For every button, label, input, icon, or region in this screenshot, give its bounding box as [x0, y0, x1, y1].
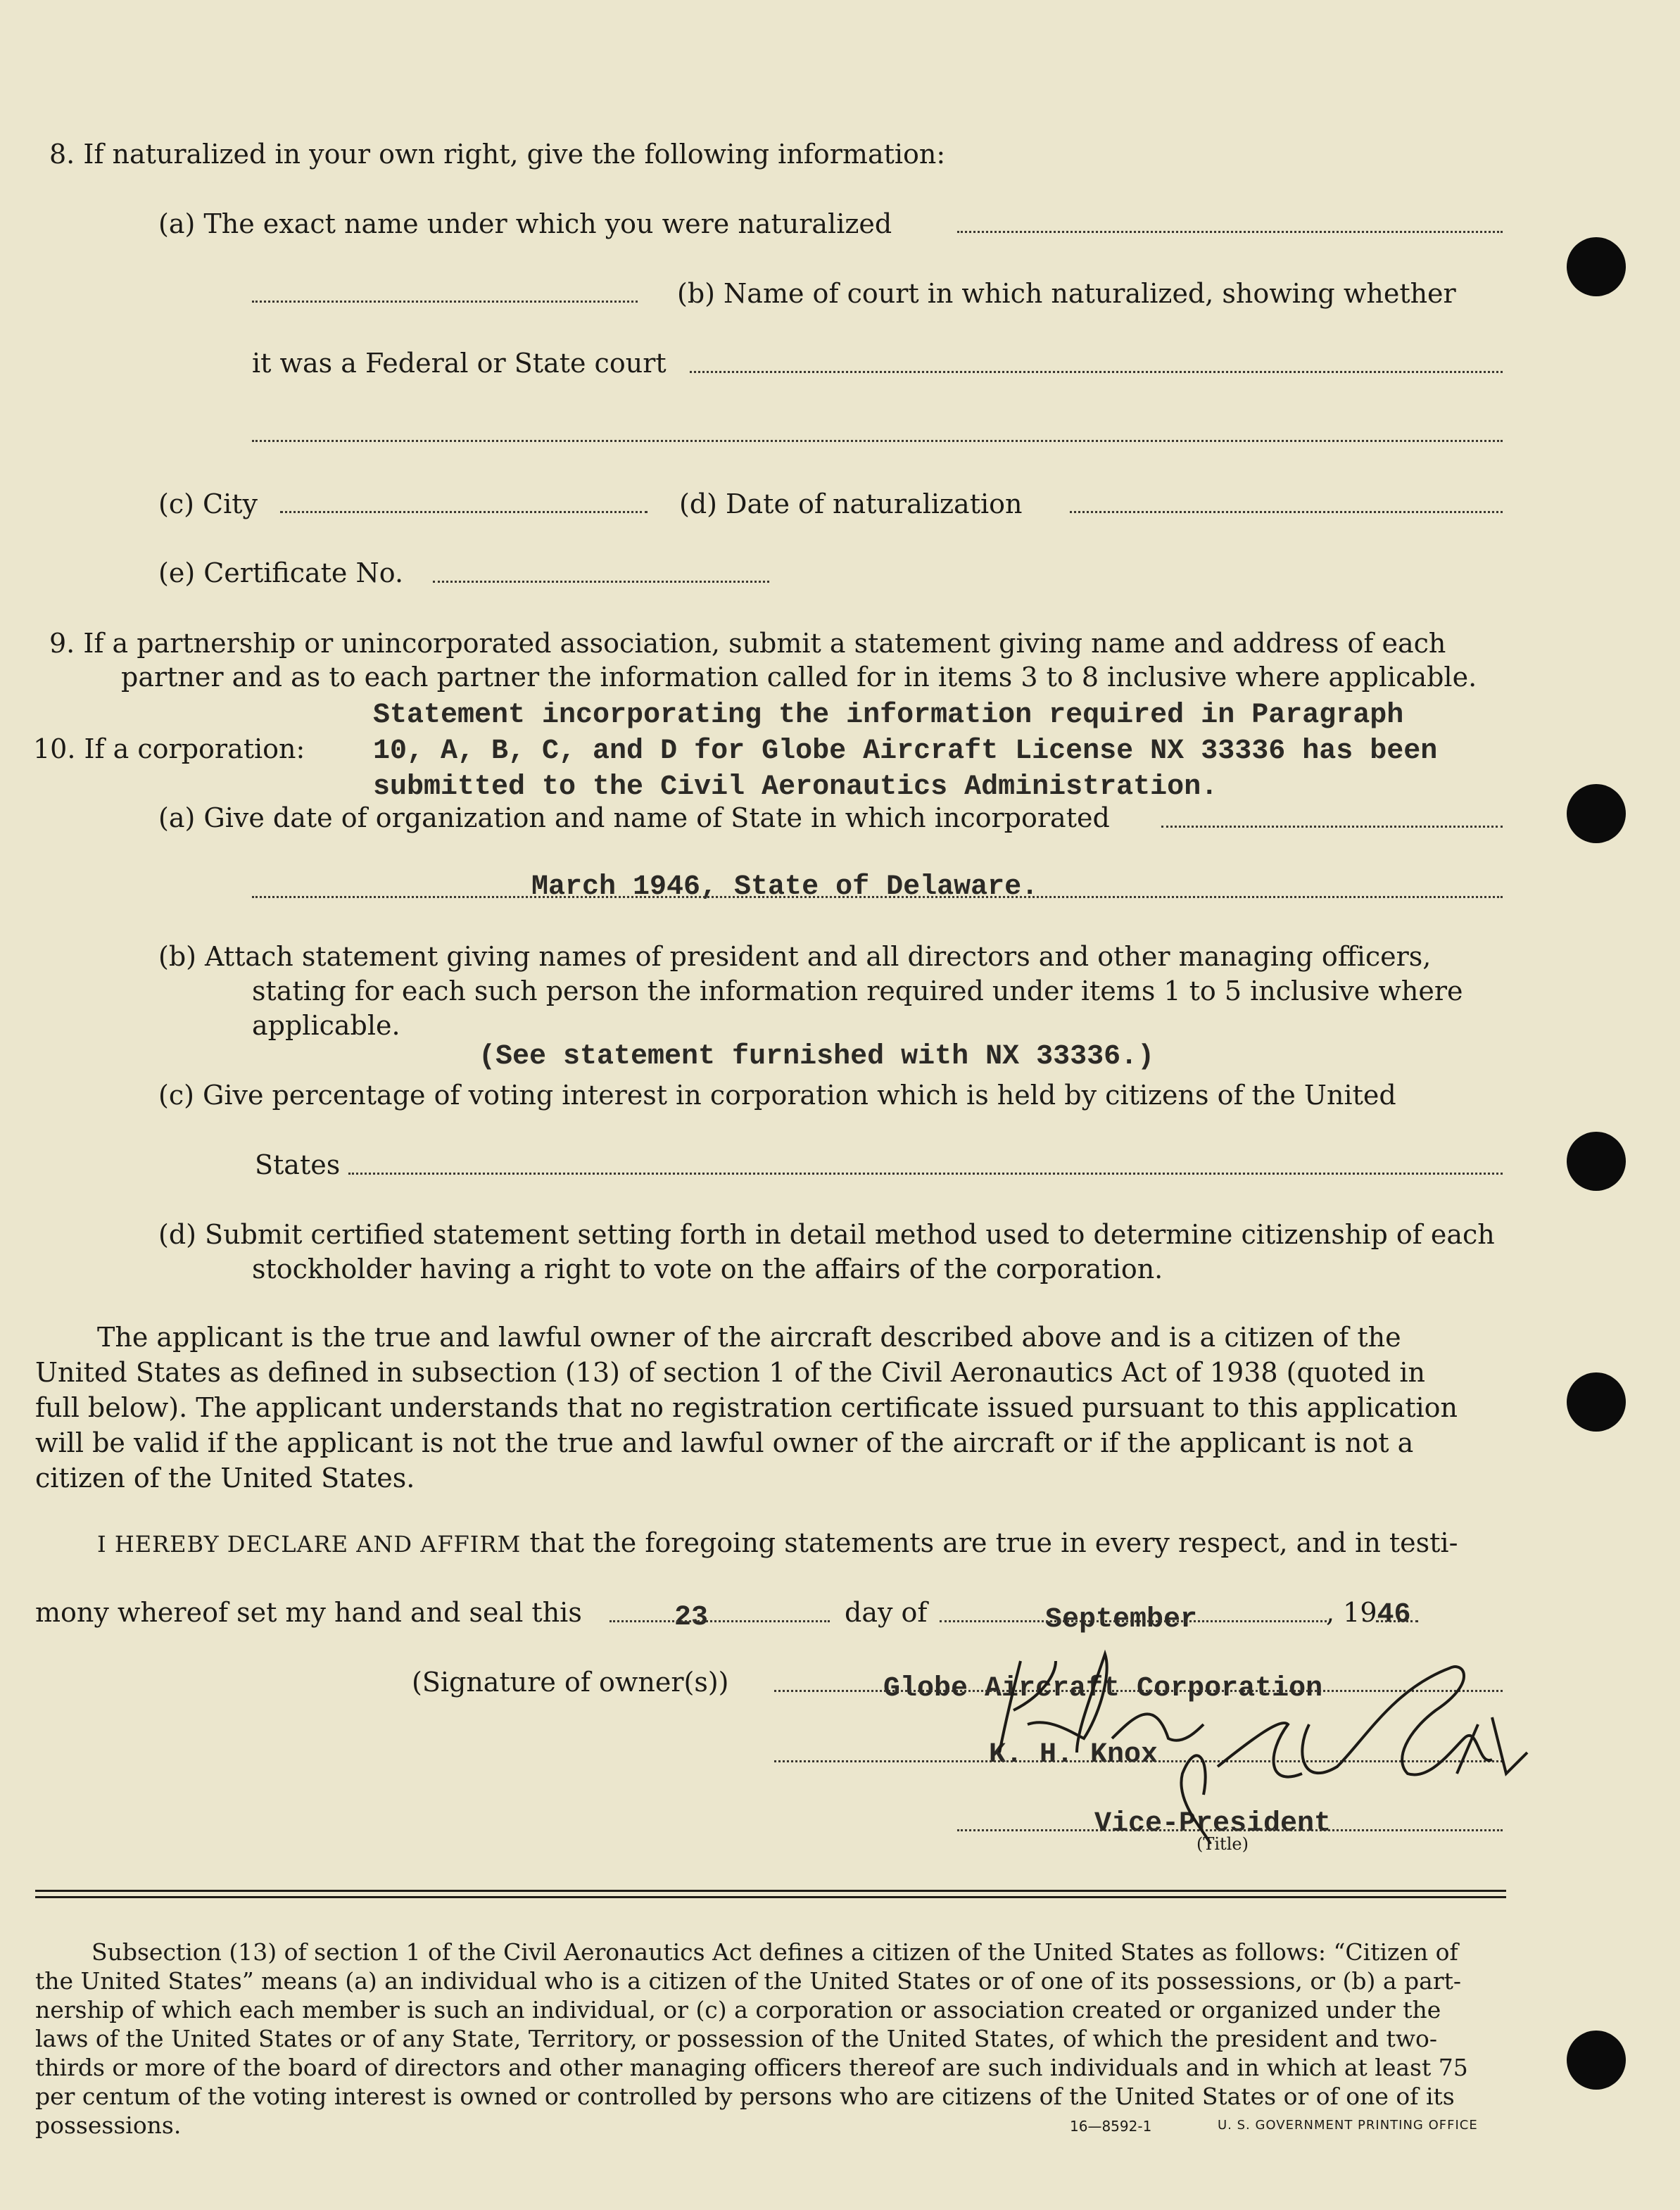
item8-a-field[interactable]	[957, 231, 1503, 233]
item8-b-label: (b) Name of court in which naturalized, showing whether	[677, 278, 1456, 309]
separator-rule	[35, 1890, 1506, 1892]
signature-title-label: (Title)	[1196, 1834, 1249, 1854]
item8-b-cont-label: it was a Federal or State court	[252, 348, 667, 379]
item8-d-label: (d) Date of naturalization	[679, 488, 1023, 519]
footnote-line1: Subsection (13) of section 1 of the Civil Aeronautics Act defines a citizen of the United States as follows: “Citizen of	[91, 1938, 1458, 1966]
item10-c-label: (c) Give percentage of voting interest in corporation which is held by citizens of the United	[158, 1080, 1396, 1111]
item8-c-field[interactable]	[280, 511, 648, 513]
affirm-month-field[interactable]	[940, 1620, 1327, 1622]
item9-line1: 9. If a partnership or unincorporated association, submit a statement giving name and address of each	[49, 628, 1446, 659]
punch-hole	[1567, 1132, 1626, 1191]
item10-d-line2: stockholder having a right to vote on the affairs of the corporation.	[252, 1254, 1163, 1284]
affirm-line1	[97, 1526, 1458, 1560]
signature-label: (Signature of owner(s))	[412, 1667, 729, 1698]
separator-rule	[35, 1896, 1506, 1898]
affirm-year-prefix: , 19	[1326, 1597, 1377, 1628]
declaration-line1: The applicant is the true and lawful owner of the aircraft described above and is a citizen of the	[97, 1322, 1401, 1353]
affirm-rest: that the foregoing statements are true in every respect, and in testi-	[529, 1527, 1458, 1558]
affirm-month-value: September	[1045, 1604, 1198, 1636]
signature-title: Vice-President	[1094, 1808, 1332, 1840]
punch-hole	[1567, 2031, 1626, 2090]
item10-b-line3: applicable.	[252, 1010, 400, 1041]
item10-a-answer: March 1946, State of Delaware.	[531, 871, 1039, 903]
item10-b-line1: (b) Attach statement giving names of president and all directors and other managing officers,	[158, 941, 1432, 972]
declaration-line5: citizen of the United States.	[35, 1463, 415, 1494]
footnote-line2: the United States” means (a) an individual who is a citizen of the United States or of one of its possessions, or (b) a part-	[35, 1967, 1462, 1995]
affirm-day-value: 23	[674, 1602, 709, 1634]
item8-e-field[interactable]	[433, 581, 769, 583]
item10-a-field-2[interactable]	[252, 896, 1503, 898]
declaration-line2: United States as defined in subsection (13) of section 1 of the Civil Aeronautics Act of 1938 (quoted in	[35, 1357, 1425, 1388]
item10-heading: 10. If a corporation:	[33, 733, 305, 764]
declaration-line4: will be valid if the applicant is not the true and lawful owner of the aircraft or if the applicant is not a	[35, 1427, 1414, 1458]
item10-b-line2: stating for each such person the information required under items 1 to 5 inclusive where	[252, 975, 1463, 1006]
footnote-line7: possessions.	[35, 2111, 182, 2139]
footnote-line6: per centum of the voting interest is owned or controlled by persons who are citizens of the United States or of one of its	[35, 2083, 1455, 2110]
typed-statement-line1: Statement incorporating the information required in Paragraph	[373, 700, 1404, 731]
item8-b-field[interactable]	[690, 371, 1503, 373]
item10-b-answer: (See statement furnished with NX 33336.)	[479, 1041, 1155, 1073]
affirm-day-of: day of	[845, 1597, 928, 1628]
item8-b-field-2[interactable]	[252, 440, 1503, 442]
item10-a-label: (a) Give date of organization and name of State in which incorporated	[158, 802, 1110, 833]
handwritten-signature	[971, 1633, 1534, 1844]
item8-a-label: (a) The exact name under which you were naturalized	[158, 208, 892, 239]
item8-e-label: (e) Certificate No.	[158, 557, 404, 588]
item10-c-cont-label: States	[255, 1149, 341, 1180]
typed-statement-line3: submitted to the Civil Aeronautics Administration.	[373, 771, 1218, 803]
typed-statement-line2: 10, A, B, C, and D for Globe Aircraft License NX 33336 has been	[373, 735, 1438, 767]
printer-credit: U. S. GOVERNMENT PRINTING OFFICE	[1218, 2118, 1478, 2133]
item10-a-field[interactable]	[1161, 826, 1503, 828]
punch-hole	[1567, 237, 1626, 296]
affirm-day-field[interactable]	[610, 1620, 830, 1622]
item8-name-cont-field[interactable]	[252, 301, 638, 303]
punch-hole	[1567, 1372, 1626, 1432]
signature-company: Globe Aircraft Corporation	[883, 1673, 1323, 1705]
footnote-line5: thirds or more of the board of directors and other managing officers thereof are such individuals and in which at least 75	[35, 2054, 1468, 2081]
punch-hole	[1567, 784, 1626, 843]
item8-d-field[interactable]	[1070, 511, 1503, 513]
item10-d-line1: (d) Submit certified statement setting forth in detail method used to determine citizenship of each	[158, 1219, 1495, 1250]
item9-line2: partner and as to each partner the information called for in items 3 to 8 inclusive where applicable.	[121, 662, 1477, 693]
affirm-caps: I HEREBY DECLARE AND AFFIRM	[97, 1531, 522, 1558]
form-number: 16—8592-1	[1070, 2118, 1152, 2135]
footnote-line4: laws of the United States or of any State, Territory, or possession of the United States, of which the president and two-	[35, 2025, 1438, 2052]
item8-heading: 8. If naturalized in your own right, give the following information:	[49, 139, 946, 170]
item8-c-label: (c) City	[158, 488, 258, 519]
affirm-year-suffix: 46	[1377, 1599, 1411, 1631]
affirm-line2-prefix: mony whereof set my hand and seal this	[35, 1597, 582, 1628]
signature-signer: K. H. Knox	[989, 1739, 1158, 1771]
declaration-line3: full below). The applicant understands that no registration certificate issued pursuant to this application	[35, 1392, 1458, 1423]
footnote-line3: nership of which each member is such an individual, or (c) a corporation or association created or organized under the	[35, 1996, 1441, 2023]
affirm-year-field[interactable]	[1376, 1620, 1418, 1622]
affirm-year	[1326, 1596, 1411, 1634]
item10-c-field[interactable]	[348, 1173, 1503, 1175]
